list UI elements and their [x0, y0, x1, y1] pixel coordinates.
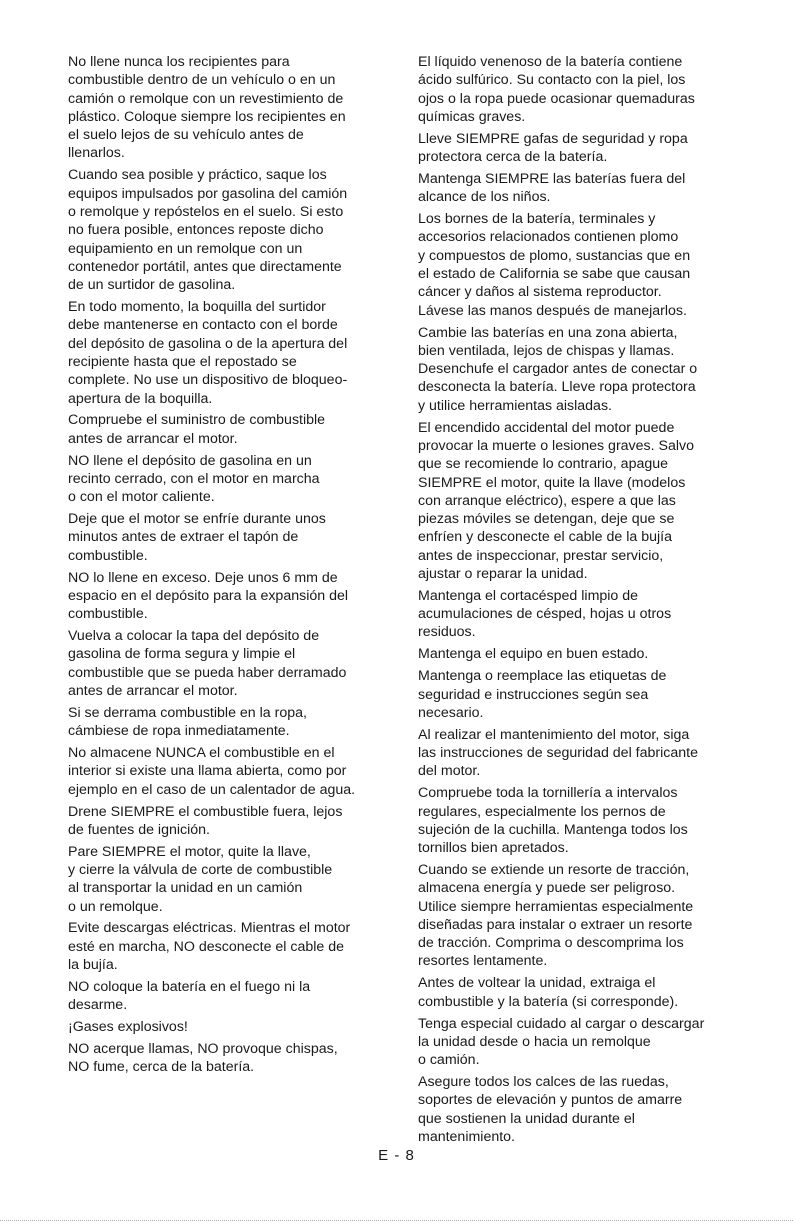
page-number: E - 8	[378, 1147, 415, 1164]
paragraph: Los bornes de la batería, terminales y accesorios relacionados contienen plomo y compuestos de plomo, sustancias que en el estado de California se sabe que causan cáncer y daños al sistema reproductor. Lávese las manos después de manejarlos.	[418, 211, 691, 319]
paragraph: Vuelva a colocar la tapa del depósito de gasolina de forma segura y limpie el combustible que se pueda haber derramado antes de arrancar el motor.	[68, 628, 347, 699]
page-edge-divider	[0, 1220, 793, 1221]
paragraph: Pare SIEMPRE el motor, quite la llave, y cierre la válvula de corte de combustible al transportar la unidad en un camión o un remolque.	[68, 843, 333, 915]
paragraph: Compruebe el suministro de combustible antes de arrancar el motor.	[68, 412, 326, 447]
left-column	[68, 53, 393, 1080]
paragraph: En todo momento, la boquilla del surtidor debe mantenerse en contacto con el borde del depósito de gasolina o de la apertura del recipiente hasta que el repostado se complete. No use un dispositivo de bloqueo- apertura de la boquilla.	[68, 299, 348, 407]
paragraph: Antes de voltear la unidad, extraiga el combustible y la batería (si corresponde).	[418, 975, 679, 1010]
paragraph: NO coloque la batería en el fuego ni la desarme.	[68, 978, 311, 1014]
paragraph: NO llene el depósito de gasolina en un recinto cerrado, con el motor en marcha o con el motor caliente.	[68, 452, 320, 506]
paragraph: Cambie las baterías en una zona abierta, bien ventilada, lejos de chispas y llamas. Desenchufe el cargador antes de conectar o desconecta la batería. Lleve ropa protectora y utilice herramientas aisladas.	[418, 324, 698, 414]
paragraph: Lleve SIEMPRE gafas de seguridad y ropa protectora cerca de la batería.	[418, 130, 688, 166]
paragraph: Mantenga el cortacésped limpio de acumulaciones de césped, hojas u otros residuos.	[418, 587, 672, 641]
paragraph: Deje que el motor se enfríe durante unos minutos antes de extraer el tapón de combustible.	[68, 511, 326, 564]
paragraph: Mantenga el equipo en buen estado.	[418, 646, 649, 663]
paragraph: ¡Gases explosivos!	[68, 1019, 188, 1036]
paragraph: No llene nunca los recipientes para combustible dentro de un vehículo o en un camión o remolque con un revestimiento de plástico. Coloque siempre los recipientes en el suelo lejos de su vehículo antes de llenarlos.	[68, 54, 346, 162]
paragraph: Evite descargas eléctricas. Mientras el motor esté en marcha, NO desconecte el cable de la bujía.	[68, 920, 351, 974]
paragraph: No almacene NUNCA el combustible en el interior si existe una llama abierta, como por ejemplo en el caso de un calentador de agua.	[68, 745, 356, 798]
paragraph: NO lo llene en exceso. Deje unos 6 mm de espacio en el depósito para la expansión del combustible.	[68, 569, 349, 623]
paragraph: El encendido accidental del motor puede provocar la muerte o lesiones graves. Salvo que se recomiende lo contrario, apague SIEMPRE el motor, quite la llave (modelos con arranque eléctrico), espere a que las piezas móviles se detengan, deje que se enfríen y desconecte el cable de la bujía antes de inspeccionar, prestar servicio, ajustar o reparar la unidad.	[418, 419, 695, 582]
paragraph: Compruebe toda la tornillería a intervalos regulares, especialmente los pernos de sujeción de la cuchilla. Mantenga todos los tornillos bien apretados.	[418, 785, 688, 857]
paragraph: El líquido venenoso de la batería contiene ácido sulfúrico. Su contacto con la piel, los ojos o la ropa puede ocasionar quemaduras químicas graves.	[418, 54, 695, 125]
paragraph: Al realizar el mantenimiento del motor, siga las instrucciones de seguridad del fabricante del motor.	[418, 726, 698, 780]
paragraph: Cuando se extiende un resorte de tracción, almacena energía y puede ser peligroso. Utilice siempre herramientas especialmente diseñadas para instalar o extraer un resorte de tracción. Comprima o descomprima los resortes lentamente.	[418, 862, 694, 970]
right-column	[418, 53, 743, 1150]
paragraph: Tenga especial cuidado al cargar o descargar la unidad desde o hacia un remolque o camión.	[418, 1015, 705, 1069]
paragraph: Mantenga o reemplace las etiquetas de seguridad e instrucciones según sea necesario.	[418, 668, 667, 721]
paragraph: Si se derrama combustible en la ropa, cámbiese de ropa inmediatamente.	[68, 704, 307, 740]
paragraph: Cuando sea posible y práctico, saque los equipos impulsados por gasolina del camión o remolque y repóstelos en el suelo. Si esto no fuera posible, entonces reposte dicho equipamiento en un remolque con un contenedor portátil, antes que directamente de un surtidor de gasolina.	[68, 167, 348, 294]
paragraph: Drene SIEMPRE el combustible fuera, lejos de fuentes de ignición.	[68, 803, 343, 838]
paragraph: Mantenga SIEMPRE las baterías fuera del alcance de los niños.	[418, 170, 686, 206]
paragraph: Asegure todos los calces de las ruedas, soportes de elevación y puntos de amarre que sostienen la unidad durante el mantenimiento.	[418, 1074, 683, 1145]
paragraph: NO acerque llamas, NO provoque chispas, NO fume, cerca de la batería.	[68, 1041, 338, 1076]
